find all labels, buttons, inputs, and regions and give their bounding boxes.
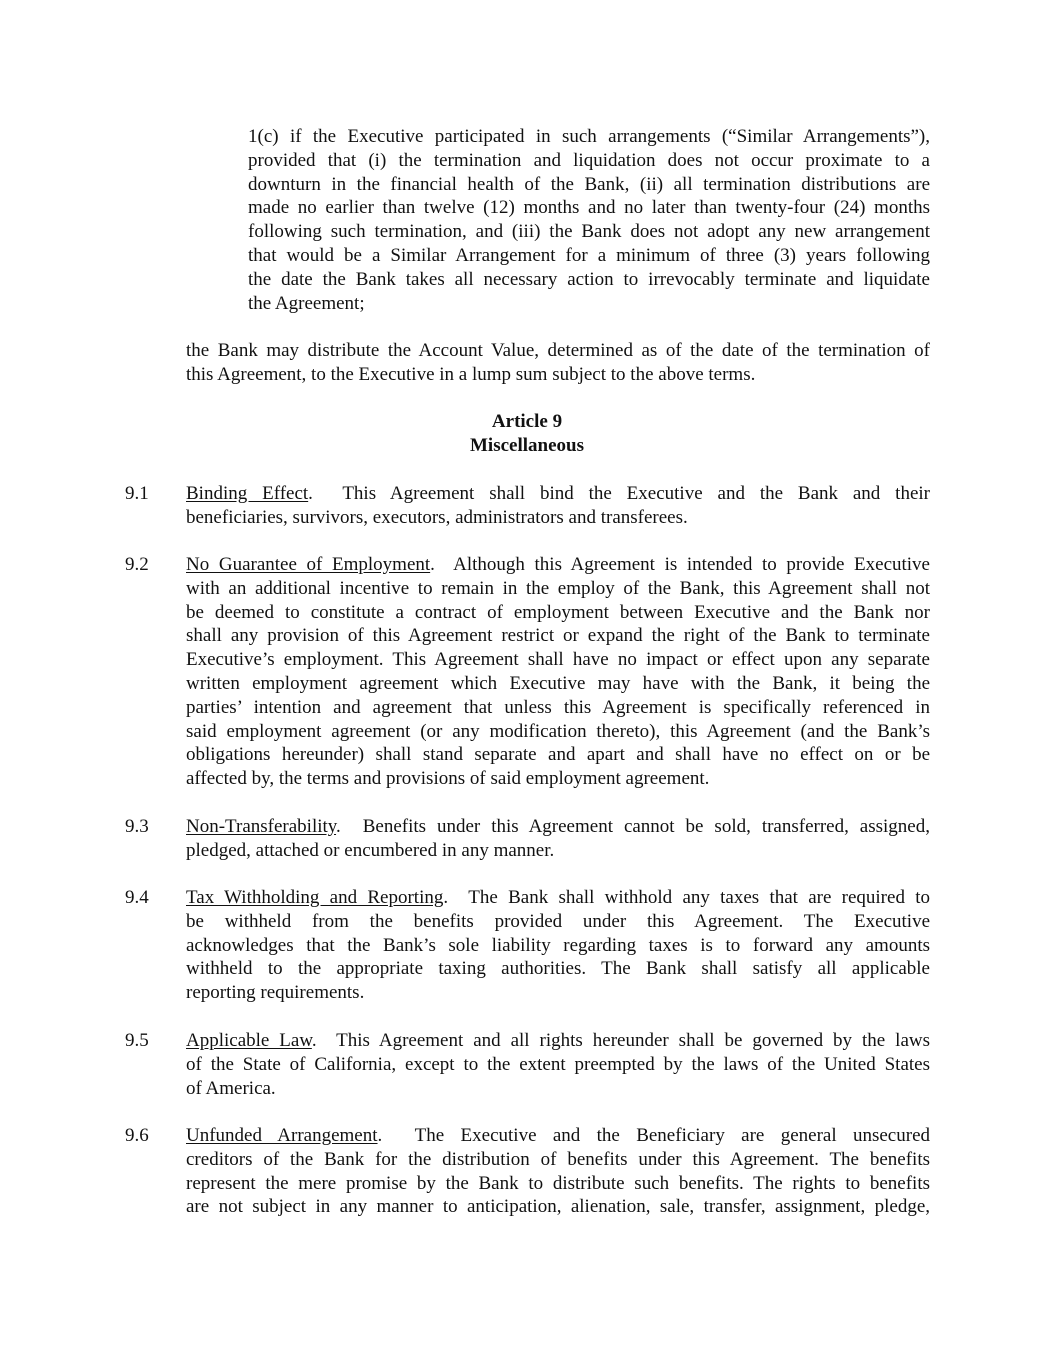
text-line: pledged, attached or encumbered in any manner. bbox=[186, 839, 555, 861]
text-line: Executive’s employment. This Agreement shall have no impact or effect upon any separate bbox=[186, 649, 930, 671]
section-heading: Binding Effect bbox=[186, 483, 309, 504]
section-text: . Benefits under this Agreement cannot be sold, transferred, assigned, bbox=[336, 816, 930, 837]
text-line: said employment agreement (or any modification thereto), this Agreement (and the Bank’s bbox=[186, 720, 930, 742]
section-number: 9.3 bbox=[125, 816, 149, 837]
section-body bbox=[186, 1124, 930, 1219]
section-body bbox=[186, 1029, 930, 1100]
text-line: of America. bbox=[186, 1077, 276, 1099]
text-line: written employment agreement which Executive may have with the Bank, it being the bbox=[186, 672, 930, 694]
text-line: made no earlier than twelve (12) months and no later than twenty-four (24) months bbox=[248, 197, 930, 219]
text-line: shall any provision of this Agreement restrict or expand the right of the Bank to terminate bbox=[186, 625, 930, 647]
text-line bbox=[186, 482, 930, 506]
section-number: 9.6 bbox=[125, 1125, 149, 1146]
text-line: represent the mere promise by the Bank to distribute such benefits. The rights to benefits bbox=[186, 1172, 930, 1194]
section-heading: Applicable Law bbox=[186, 1030, 312, 1051]
text-line: of the State of California, except to the extent preempted by the laws of the United States bbox=[186, 1053, 930, 1075]
section-heading: No Guarantee of Employment bbox=[186, 554, 431, 575]
text-line bbox=[186, 886, 930, 910]
section-number: 9.1 bbox=[125, 483, 149, 504]
section-number: 9.5 bbox=[125, 1030, 149, 1051]
article-title: Miscellaneous bbox=[470, 434, 584, 456]
text-line: obligations hereunder) shall stand separate and apart and shall have no effect on or be bbox=[186, 744, 930, 766]
text-line: with an additional incentive to remain in the employ of the Bank, this Agreement shall not bbox=[186, 577, 930, 599]
text-line: affected by, the terms and provisions of said employment agreement. bbox=[186, 768, 710, 790]
section-number: 9.4 bbox=[125, 887, 149, 908]
text-line: beneficiaries, survivors, executors, administrators and transferees. bbox=[186, 506, 688, 528]
text-line: acknowledges that the Bank’s sole liability regarding taxes is to forward any amounts bbox=[186, 934, 930, 956]
text-line: the Agreement; bbox=[248, 292, 365, 314]
intro-clause bbox=[248, 125, 930, 315]
text-line bbox=[186, 815, 930, 839]
text-line: withheld to the appropriate taxing authorities. The Bank shall satisfy all applicable bbox=[186, 958, 930, 980]
section-heading: Tax Withholding and Reporting bbox=[186, 887, 444, 908]
text-line: reporting requirements. bbox=[186, 982, 365, 1004]
text-line: creditors of the Bank for the distribution of benefits under this Agreement. The benefits bbox=[186, 1148, 930, 1170]
section-text: . This Agreement shall bind the Executive and the Bank and their bbox=[308, 483, 930, 504]
text-line: 1(c) if the Executive participated in such arrangements (“Similar Arrangements”), bbox=[248, 126, 930, 147]
text-line: the date the Bank takes all necessary action to irrevocably terminate and liquidate bbox=[248, 268, 930, 290]
section-text: . The Executive and the Beneficiary are general unsecured bbox=[377, 1125, 930, 1146]
section-text: . The Bank shall withhold any taxes that are required to bbox=[443, 887, 930, 908]
closing-paragraph bbox=[186, 339, 930, 387]
section-text: . Although this Agreement is intended to provide Executive bbox=[430, 554, 930, 575]
section-body bbox=[186, 886, 930, 1005]
text-line: be withheld from the benefits provided under this Agreement. The Executive bbox=[186, 910, 930, 932]
section-body bbox=[186, 815, 930, 863]
text-line bbox=[186, 1124, 930, 1148]
text-line: that would be a Similar Arrangement for a minimum of three (3) years following bbox=[248, 244, 930, 266]
text-line: this Agreement, to the Executive in a lump sum subject to the above terms. bbox=[186, 363, 756, 385]
text-line: provided that (i) the termination and liquidation does not occur proximate to a bbox=[248, 149, 930, 171]
text-line: downturn in the financial health of the Bank, (ii) all termination distributions are bbox=[248, 173, 930, 195]
text-line: parties’ intention and agreement that unless this Agreement is specifically referenced in bbox=[186, 696, 930, 718]
text-line: the Bank may distribute the Account Value, determined as of the date of the termination of bbox=[186, 340, 930, 361]
section-body bbox=[186, 553, 930, 791]
section-number: 9.2 bbox=[125, 554, 149, 575]
text-line: following such termination, and (iii) the Bank does not adopt any new arrangement bbox=[248, 221, 930, 243]
article-heading bbox=[186, 410, 868, 458]
section-heading: Non-Transferability bbox=[186, 816, 337, 837]
article-number: Article 9 bbox=[491, 411, 563, 432]
text-line: are not subject in any manner to anticipation, alienation, sale, transfer, assignment, pledge, bbox=[186, 1196, 930, 1218]
section-body bbox=[186, 482, 930, 530]
section-heading: Unfunded Arrangement bbox=[186, 1125, 378, 1146]
text-line bbox=[186, 553, 930, 577]
section-text: . This Agreement and all rights hereunder shall be governed by the laws bbox=[311, 1030, 930, 1051]
text-line bbox=[186, 1029, 930, 1053]
text-line: be deemed to constitute a contract of employment between Executive and the Bank nor bbox=[186, 601, 930, 623]
